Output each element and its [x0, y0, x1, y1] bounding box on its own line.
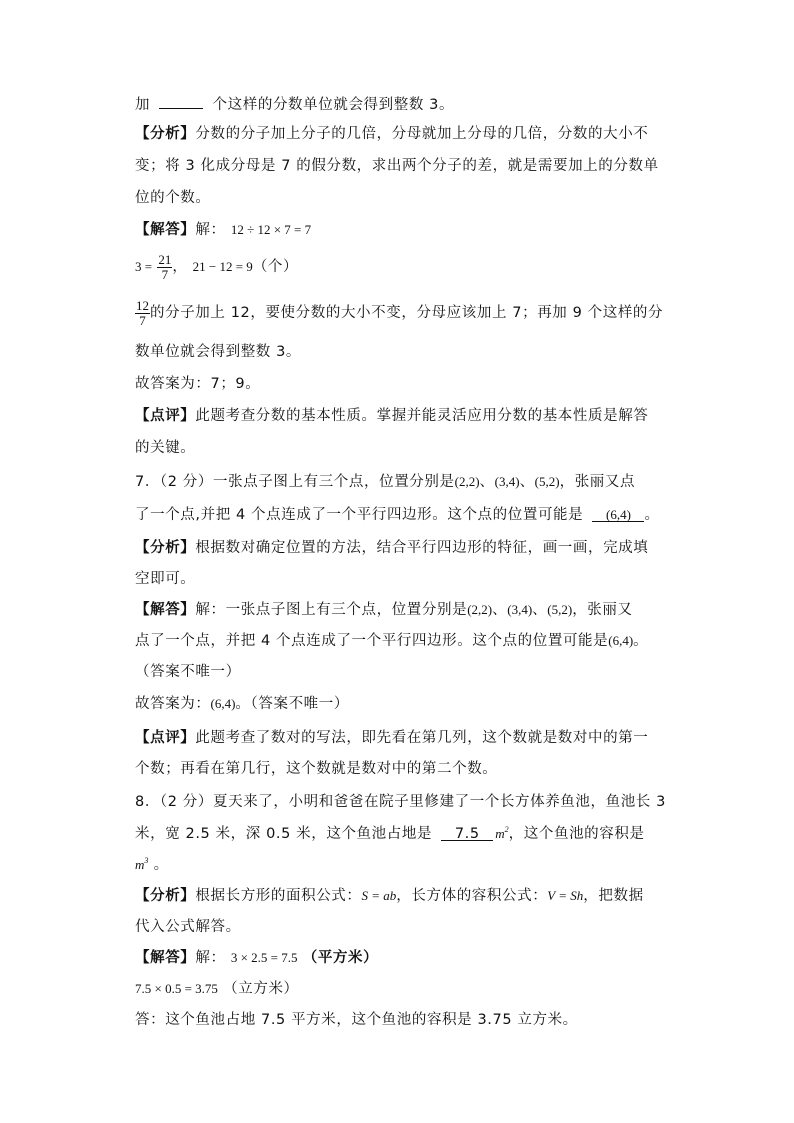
- q6-analysis-line-1: 【分析】分数的分子加上分子的几倍，分母就加上分母的几倍，分数的大小不: [135, 126, 649, 142]
- q8-stem-line-1: 8．（2 分）夏天来了，小明和爸爸在院子里修建了一个长方体养鱼池，鱼池长 3: [135, 794, 666, 810]
- unit-square-meter: $m^2$: [495, 825, 509, 841]
- q7-final-answer: 故答案为：(6,4)。（答案不唯一）: [135, 696, 349, 712]
- fraction-21-7: $\frac{21}{7}$: [158, 251, 172, 282]
- q6-answer-line-2: 3 = $\frac{21}{7}$ ， 21 − 12 = 9（个）: [135, 251, 299, 282]
- q8-stem-line-2: 米，宽 2.5 米，深 0.5 米，这个鱼池占地是 7.5 $m^2$，这个鱼池的容积是: [135, 825, 645, 842]
- q7-answer-blank: (6,4): [592, 505, 644, 522]
- q7-answer-line-2: 点了一个点，并把 4 个点连成了一个平行四边形。这个点的位置可能是(6,4)。: [135, 633, 649, 649]
- q7-analysis-line-2: 空即可。: [135, 571, 196, 587]
- answer-tag: 【解答】: [135, 602, 196, 618]
- q7-comment-line-2: 个数；再看在第几行，这个数就是数对中的第二个数。: [135, 761, 498, 777]
- q6-equation-2: 21 − 12 = 9: [192, 259, 253, 274]
- q6-answer-line-1: 【解答】解： 12 ÷ 12 × 7 = 7: [135, 222, 312, 238]
- q8-equation-2: 7.5 × 0.5 = 3.75: [135, 981, 218, 996]
- q6-comment-line-1: 【点评】此题考查分数的基本性质。掌握并能灵活应用分数的基本性质是解答: [135, 408, 649, 424]
- q8-answer-line-1: 【解答】解： 3 × 2.5 = 7.5 （平方米）: [135, 950, 379, 966]
- answer-tag: 【解答】: [135, 950, 196, 966]
- comment-tag: 【点评】: [135, 730, 196, 746]
- q7-answer-line-3: （答案不唯一）: [135, 664, 241, 680]
- q6-final-answer: 故答案为：7；9。: [135, 376, 261, 392]
- q7-answer-line-1: 【解答】解：一张点子图上有三个点，位置分别是(2,2)、(3,4)、(5,2)，张丽又: [135, 602, 633, 618]
- q6-analysis-line-2: 变；将 3 化成分母是 7 的假分数，求出两个分子的差，就是需要加上的分数单: [135, 158, 659, 174]
- fraction-12-7: $\frac{12}{7}$: [136, 297, 149, 328]
- formula-volume: V = Sh: [547, 888, 584, 903]
- q6-answer-blank: [159, 92, 203, 109]
- q8-answer-final: 答：这个鱼池占地 7.5 平方米，这个鱼池的容积是 3.75 立方米。: [135, 1012, 578, 1028]
- q7-comment-line-1: 【点评】此题考查了数对的写法，即先看在第几列，这个数就是数对中的第一: [135, 730, 649, 746]
- q8-analysis-line-1: 【分析】根据长方形的面积公式：S = ab，长方体的容积公式：V = Sh，把数据: [135, 888, 644, 904]
- q6-comment-line-2: 的关键。: [135, 440, 196, 456]
- q7-stem-line-1: 7．（2 分）一张点子图上有三个点，位置分别是(2,2)、(3,4)、(5,2)，张丽又点: [135, 474, 636, 490]
- analysis-tag: 【分析】: [135, 126, 196, 142]
- q6-answer-line-3: $\frac{12}{7}$ 的分子加上 12，要使分数的大小不变，分母应该加上 7；再加 9 个这样的分: [136, 297, 664, 328]
- q7-stem-line-2: 了一个点,并把 4 个点连成了一个平行四边形。这个点的位置可能是 (6,4) 。: [135, 507, 660, 523]
- q6-analysis-line-3: 位的个数。: [135, 190, 211, 206]
- unit-cubic-meter: $m^3$: [135, 856, 149, 872]
- q8-stem-line-3: $m^3$ 。: [135, 856, 169, 873]
- q6-answer-line-4: 数单位就会得到整数 3。: [135, 344, 302, 360]
- q7-analysis-line-1: 【分析】根据数对确定位置的方法，结合平行四边形的特征，画一画，完成填: [135, 540, 649, 556]
- analysis-tag: 【分析】: [135, 540, 196, 556]
- comment-tag: 【点评】: [135, 408, 196, 424]
- q6-equation-1: 12 ÷ 12 × 7 = 7: [230, 222, 312, 237]
- analysis-tag: 【分析】: [135, 888, 196, 904]
- q6-stem-tail: 加 个这样的分数单位就会得到整数 3。: [135, 92, 675, 115]
- answer-tag: 【解答】: [135, 222, 196, 238]
- q8-equation-1: 3 × 2.5 = 7.5: [230, 950, 298, 965]
- q8-area-blank: 7.5: [441, 824, 493, 841]
- q8-answer-line-2: 7.5 × 0.5 = 3.75 （立方米）: [135, 981, 299, 997]
- q8-analysis-line-2: 代入公式解答。: [135, 919, 241, 935]
- formula-area: S = ab: [361, 888, 397, 903]
